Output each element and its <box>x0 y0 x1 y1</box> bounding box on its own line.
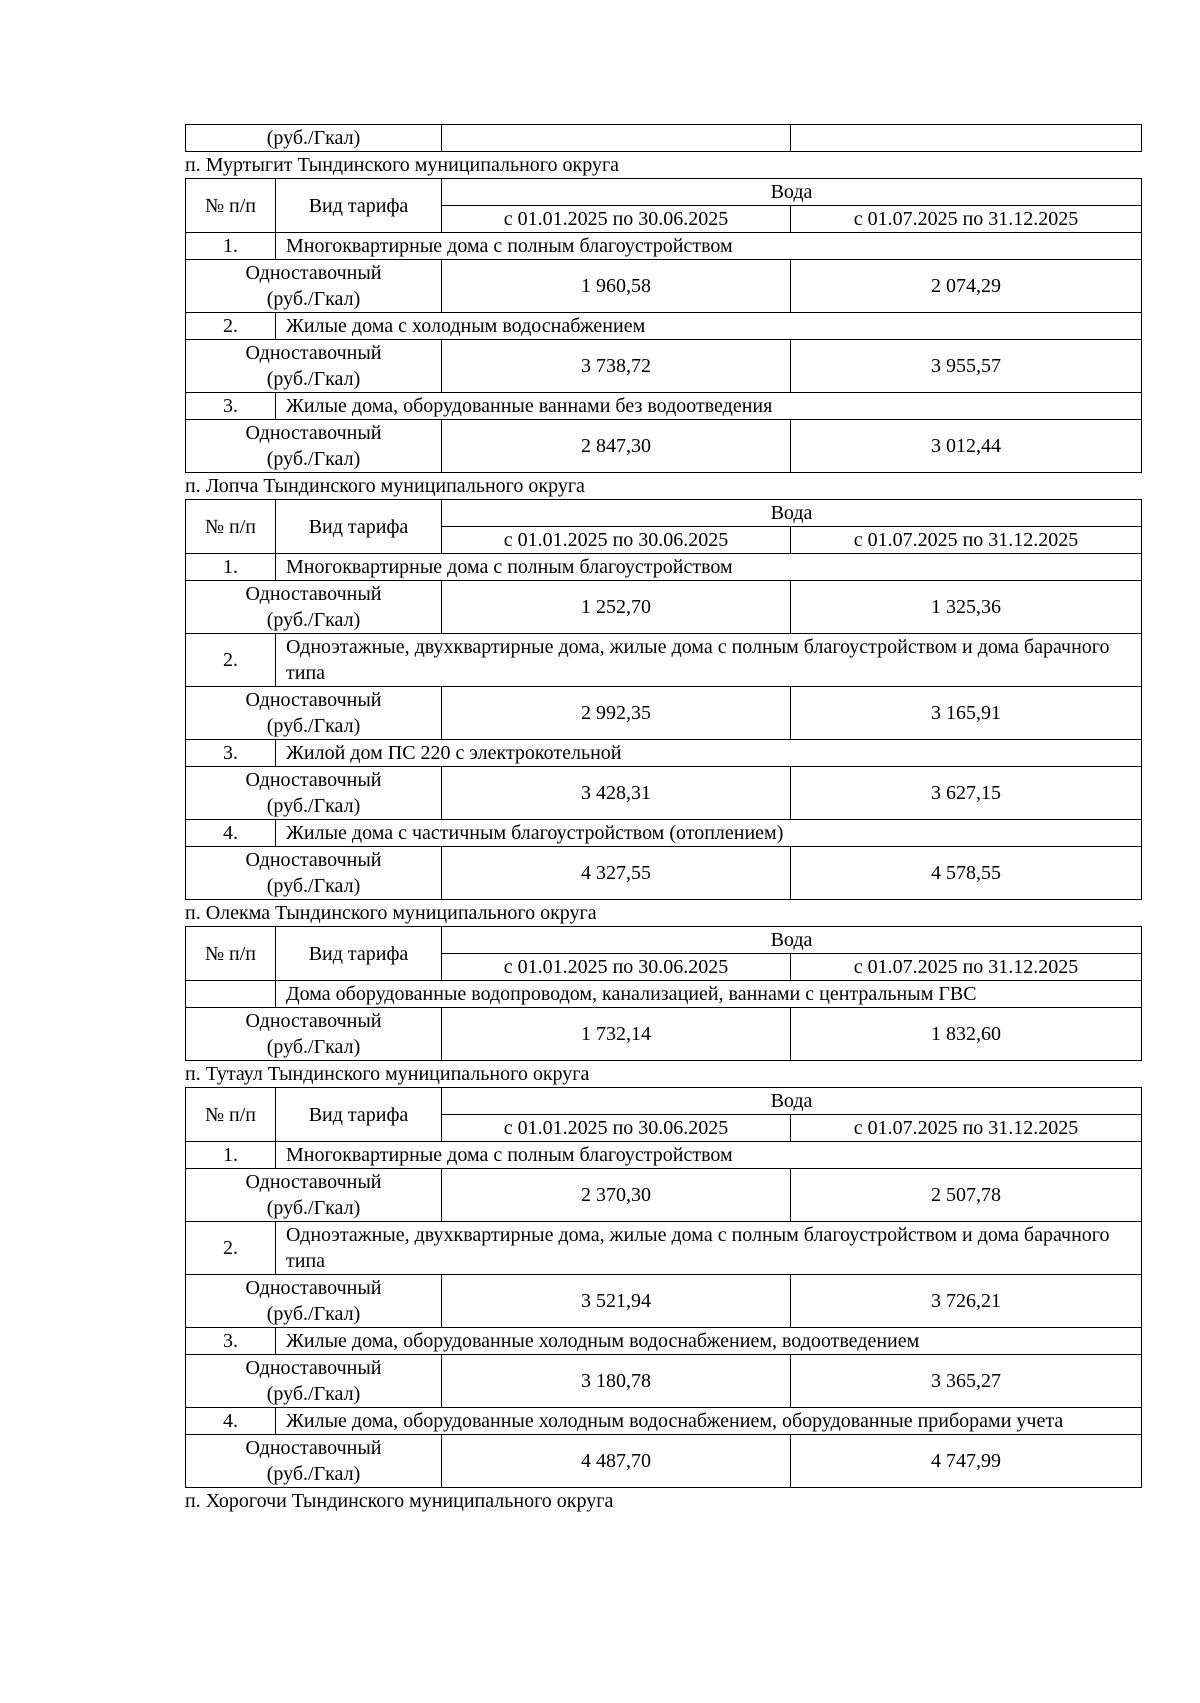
category-number: 2. <box>186 1222 276 1275</box>
tariff-value-row <box>186 1169 1142 1222</box>
tariff-value-period-1: 1 252,70 <box>442 581 791 634</box>
header-num: № п/п <box>186 179 276 233</box>
tariff-type-label: Одноставочный (руб./Гкал) <box>186 1008 442 1061</box>
category-row <box>186 634 1142 687</box>
tariff-value-period-1: 3 180,78 <box>442 1355 791 1408</box>
tariff-value-period-2: 3 726,21 <box>791 1275 1142 1328</box>
header-period-1: с 01.01.2025 по 30.06.2025 <box>442 527 791 554</box>
category-row <box>186 233 1142 260</box>
place-title: п. Олекма Тындинского муниципального округа <box>185 902 597 924</box>
category-label: Жилые дома, оборудованные холодным водоснабжением, водоотведением <box>276 1328 1142 1355</box>
tariff-table <box>185 178 1142 473</box>
tariff-value-period-2: 3 165,91 <box>791 687 1142 740</box>
category-row <box>186 1328 1142 1355</box>
category-number: 1. <box>186 233 276 260</box>
header-period-2: с 01.07.2025 по 31.12.2025 <box>791 954 1142 981</box>
footer-place-title: п. Хорогочи Тындинского муниципального округа <box>185 1490 614 1512</box>
header-num: № п/п <box>186 500 276 554</box>
tariff-value-period-1: 4 487,70 <box>442 1435 791 1488</box>
tariff-value-period-1: 3 738,72 <box>442 340 791 393</box>
category-number: 1. <box>186 554 276 581</box>
category-number: 4. <box>186 820 276 847</box>
tariff-table <box>185 499 1142 900</box>
tariff-value-row <box>186 687 1142 740</box>
header-water: Вода <box>442 179 1142 206</box>
header-row <box>186 1088 1142 1115</box>
tariff-value-row <box>186 581 1142 634</box>
header-period-2: с 01.07.2025 по 31.12.2025 <box>791 1115 1142 1142</box>
document-page <box>185 124 1141 1514</box>
top-fragment-v1 <box>442 125 791 152</box>
header-type: Вид тарифа <box>276 179 442 233</box>
category-number: 2. <box>186 634 276 687</box>
category-label: Дома оборудованные водопроводом, канализацией, ваннами с центральным ГВС <box>276 981 1142 1008</box>
tariff-type-label: Одноставочный (руб./Гкал) <box>186 581 442 634</box>
category-label: Одноэтажные, двухквартирные дома, жилые дома с полным благоустройством и дома барачного типа <box>276 1222 1142 1275</box>
category-label: Одноэтажные, двухквартирные дома, жилые дома с полным благоустройством и дома барачного типа <box>276 634 1142 687</box>
header-num: № п/п <box>186 927 276 981</box>
tariff-value-period-1: 3 521,94 <box>442 1275 791 1328</box>
category-label: Многоквартирные дома с полным благоустройством <box>276 233 1142 260</box>
header-period-2: с 01.07.2025 по 31.12.2025 <box>791 206 1142 233</box>
category-number: 4. <box>186 1408 276 1435</box>
category-number <box>186 981 276 1008</box>
category-label: Жилые дома, оборудованные ваннами без водоотведения <box>276 393 1142 420</box>
top-fragment-v2 <box>791 125 1142 152</box>
top-fragment-unit: (руб./Гкал) <box>186 125 442 152</box>
tariff-type-label: Одноставочный (руб./Гкал) <box>186 687 442 740</box>
tariff-value-period-2: 3 012,44 <box>791 420 1142 473</box>
tariff-value-period-2: 4 747,99 <box>791 1435 1142 1488</box>
tariff-value-period-2: 2 507,78 <box>791 1169 1142 1222</box>
header-type: Вид тарифа <box>276 500 442 554</box>
category-label: Жилые дома с холодным водоснабжением <box>276 313 1142 340</box>
tariff-value-period-2: 3 955,57 <box>791 340 1142 393</box>
tariff-value-row <box>186 260 1142 313</box>
tariff-type-label: Одноставочный (руб./Гкал) <box>186 1435 442 1488</box>
category-label: Жилые дома, оборудованные холодным водоснабжением, оборудованные приборами учета <box>276 1408 1142 1435</box>
tariff-value-period-1: 2 992,35 <box>442 687 791 740</box>
tariff-value-row <box>186 847 1142 900</box>
tariff-type-label: Одноставочный (руб./Гкал) <box>186 1275 442 1328</box>
place-title: п. Лопча Тындинского муниципального округа <box>185 475 585 497</box>
header-water: Вода <box>442 1088 1142 1115</box>
header-num: № п/п <box>186 1088 276 1142</box>
tariff-value-period-2: 1 832,60 <box>791 1008 1142 1061</box>
tariff-value-period-1: 2 847,30 <box>442 420 791 473</box>
category-label: Многоквартирные дома с полным благоустройством <box>276 554 1142 581</box>
category-row <box>186 981 1142 1008</box>
tariff-type-label: Одноставочный (руб./Гкал) <box>186 420 442 473</box>
category-row <box>186 820 1142 847</box>
category-row <box>186 393 1142 420</box>
header-period-2: с 01.07.2025 по 31.12.2025 <box>791 527 1142 554</box>
category-number: 3. <box>186 1328 276 1355</box>
category-label: Многоквартирные дома с полным благоустройством <box>276 1142 1142 1169</box>
tariff-value-row <box>186 420 1142 473</box>
tariff-value-period-1: 1 960,58 <box>442 260 791 313</box>
category-row <box>186 1142 1142 1169</box>
tariff-value-row <box>186 767 1142 820</box>
tariff-type-label: Одноставочный (руб./Гкал) <box>186 340 442 393</box>
tariff-value-period-1: 2 370,30 <box>442 1169 791 1222</box>
category-number: 2. <box>186 313 276 340</box>
header-period-1: с 01.01.2025 по 30.06.2025 <box>442 1115 791 1142</box>
header-type: Вид тарифа <box>276 927 442 981</box>
tariff-value-period-1: 1 732,14 <box>442 1008 791 1061</box>
tariff-value-row <box>186 1435 1142 1488</box>
header-water: Вода <box>442 927 1142 954</box>
tariff-value-row <box>186 1275 1142 1328</box>
category-number: 3. <box>186 393 276 420</box>
header-period-1: с 01.01.2025 по 30.06.2025 <box>442 954 791 981</box>
place-title: п. Тутаул Тындинского муниципального округа <box>185 1063 590 1085</box>
tariff-type-label: Одноставочный (руб./Гкал) <box>186 1355 442 1408</box>
tariff-value-period-2: 1 325,36 <box>791 581 1142 634</box>
tariff-value-period-2: 2 074,29 <box>791 260 1142 313</box>
header-type: Вид тарифа <box>276 1088 442 1142</box>
category-number: 1. <box>186 1142 276 1169</box>
tariff-type-label: Одноставочный (руб./Гкал) <box>186 1169 442 1222</box>
tariff-value-row <box>186 1355 1142 1408</box>
tariff-type-label: Одноставочный (руб./Гкал) <box>186 767 442 820</box>
tariff-value-row <box>186 1008 1142 1061</box>
category-row <box>186 554 1142 581</box>
category-number: 3. <box>186 740 276 767</box>
category-row <box>186 740 1142 767</box>
category-row <box>186 313 1142 340</box>
header-period-1: с 01.01.2025 по 30.06.2025 <box>442 206 791 233</box>
tariff-table <box>185 926 1142 1061</box>
category-row <box>186 1408 1142 1435</box>
header-row <box>186 927 1142 954</box>
tariff-table <box>185 1087 1142 1488</box>
tariff-value-period-1: 3 428,31 <box>442 767 791 820</box>
category-label: Жилой дом ПС 220 с электрокотельной <box>276 740 1142 767</box>
tariff-value-row <box>186 340 1142 393</box>
tariff-type-label: Одноставочный (руб./Гкал) <box>186 260 442 313</box>
category-row <box>186 1222 1142 1275</box>
top-fragment-table <box>185 124 1142 152</box>
header-row <box>186 500 1142 527</box>
place-title: п. Муртыгит Тындинского муниципального округа <box>185 154 620 176</box>
tariff-type-label: Одноставочный (руб./Гкал) <box>186 847 442 900</box>
tariff-value-period-2: 3 627,15 <box>791 767 1142 820</box>
header-water: Вода <box>442 500 1142 527</box>
tariff-value-period-2: 4 578,55 <box>791 847 1142 900</box>
category-label: Жилые дома с частичным благоустройством (отоплением) <box>276 820 1142 847</box>
header-row <box>186 179 1142 206</box>
tariff-value-period-1: 4 327,55 <box>442 847 791 900</box>
tariff-value-period-2: 3 365,27 <box>791 1355 1142 1408</box>
sections-container <box>185 152 1141 1488</box>
